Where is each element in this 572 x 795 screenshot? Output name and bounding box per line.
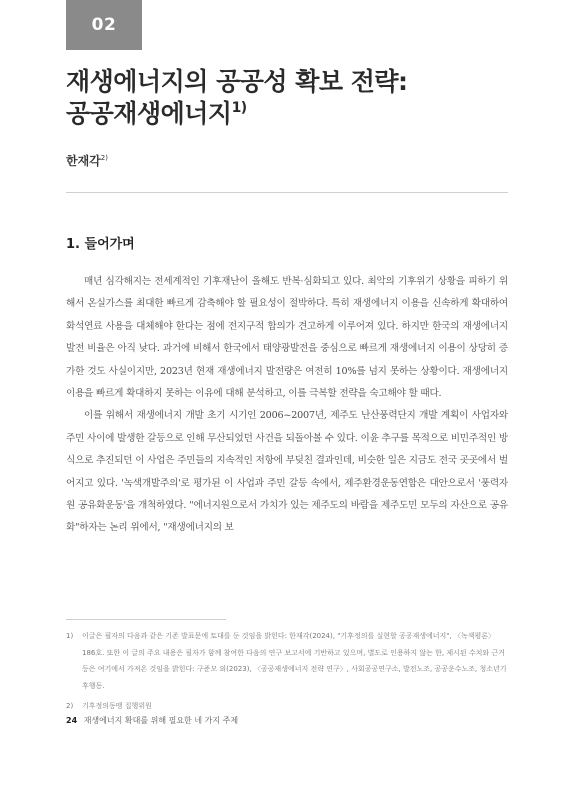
article-title <box>66 66 526 130</box>
footnote-text: 이글은 필자의 다음과 같은 기존 발표문에 토대를 둔 것임을 밝힌다: 한재각(2024), "기후정의를 실현할 공공재생에너지", 〈녹색평론〉 186호. 또한 이 글의 주요 내용은 필자가 함께 참여한 다음의 연구 보고서에 기반하고 있으며, 별도로 인용하지 않는 한, 제시된 수치와 근거 등은 여기에서 가져온 것임을 밝힌다: 구준모 외(2023), 〈공공재생에너지 전략 연구〉, 사회공공연구소, 발전노조, 공공운수노조, 청소년기후행동. <box>82 632 507 690</box>
page-footer <box>66 715 238 726</box>
footnote-number: 2) <box>66 702 74 710</box>
running-title: 재생에너지 확대를 위해 필요한 네 가지 주제 <box>83 716 239 725</box>
title-line-2: 공공재생에너지 <box>66 99 232 128</box>
footnote-divider <box>66 619 226 620</box>
page-number: 24 <box>66 716 78 725</box>
body-paragraph: 매년 심각해지는 전세계적인 기후재난이 올해도 반복·심화되고 있다. 최악의 기후위기 상황을 피하기 위해서 온실가스를 최대한 빠르게 감축해야 할 필요성이 절박하다. 특히 재생에너지 이용을 신속하게 확대하여 화석연료 사용을 대체해야 한다는 점에 전지구적 합의가 견고하게 이루어져 있다. 하지만 한국의 재생에너지 발전 비율은 아직 낮다. 과거에 비해서 한국에서 태양광발전을 중심으로 빠르게 재생에너지 이용이 상당히 증가한 것도 사실이지만, 2023년 현재 재생에너지 발전량은 여전히 10%를 넘지 못하는 상황이다. 재생에너지 이용을 빠르게 확대하지 못하는 이유에 대해 분석하고, 이를 극복할 전략을 숙고해야 할 때다. <box>66 276 508 400</box>
footnote-text: 기후정의동맹 집행위원 <box>82 702 152 710</box>
section-heading: 1. 들어가며 <box>66 237 135 252</box>
body-paragraph: 이를 위해서 재생에너지 개발 초기 시기인 2006~2007년, 제주도 난산풍력단지 개발 계획이 사업자와 주민 사이에 발생한 갈등으로 인해 무산되었던 사건을 되돌아볼 수 있다. 이윤 추구를 목적으로 비민주적인 방식으로 추진되던 이 사업은 주민들의 지속적인 저항에 부딪친 결과인데, 비슷한 일은 지금도 전국 곳곳에서 벌어지고 있다. '녹색개발주의'로 평가된 이 사업과 주민 갈등 속에서, 제주환경운동연합은 대안으로서 '풍력자원 공유화운동'을 개척하였다. "에너지원으로서 가치가 있는 제주도의 바람을 제주도민 모두의 자산으로 공유화"하자는 논리 위에서, "재생에너지의 보 <box>66 410 508 534</box>
title-line-1: 재생에너지의 공공성 확보 전략: <box>66 67 408 96</box>
body-text <box>66 271 508 540</box>
chapter-number-tab <box>66 0 142 50</box>
footnotes <box>66 628 508 715</box>
header-divider <box>66 192 508 193</box>
author-footnote-ref[interactable]: 2) <box>100 154 108 162</box>
author-byline <box>66 152 108 169</box>
footnote-number: 1) <box>66 632 74 640</box>
footnote-item <box>66 628 508 694</box>
title-footnote-ref[interactable]: 1) <box>231 100 247 116</box>
chapter-number: 02 <box>91 15 117 35</box>
footnote-item <box>66 698 508 715</box>
author-name: 한재각 <box>66 154 101 168</box>
